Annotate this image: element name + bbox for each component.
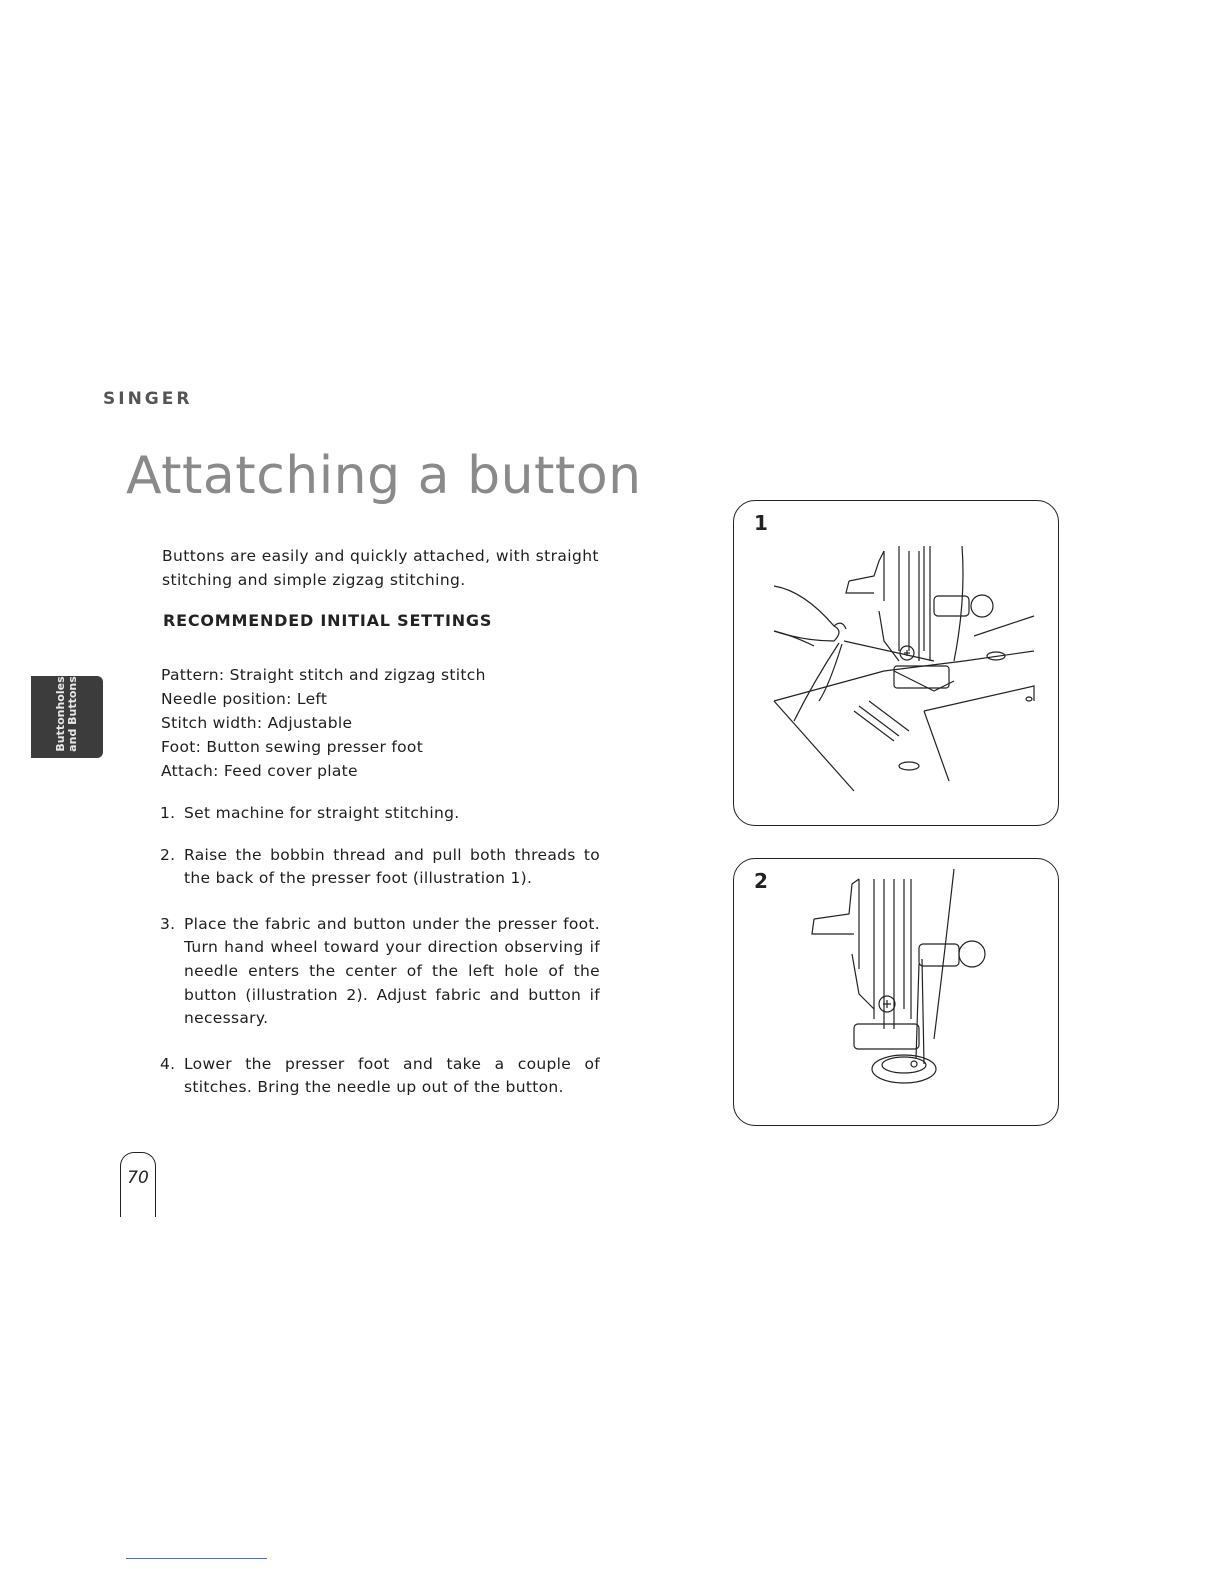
step-text: Lower the presser foot and take a couple of stitches. Bring the needle up out of the button. bbox=[184, 1054, 600, 1097]
illustration-1-number: 1 bbox=[754, 511, 768, 535]
side-tab-label bbox=[55, 674, 79, 754]
brand-logo: SINGER bbox=[103, 389, 193, 409]
step-text: Raise the bobbin thread and pull both threads to the back of the presser foot (illustration 1). bbox=[184, 845, 600, 888]
footer-rule bbox=[126, 1558, 267, 1559]
step-number: 2. bbox=[160, 845, 176, 864]
step-text: Set machine for straight stitching. bbox=[184, 804, 460, 822]
step-number: 1. bbox=[160, 804, 176, 822]
illustration-2-number: 2 bbox=[754, 869, 768, 893]
step-3 bbox=[160, 913, 600, 1031]
step-4 bbox=[160, 1053, 600, 1100]
step-number: 3. bbox=[160, 914, 176, 933]
illustration-2 bbox=[733, 858, 1059, 1126]
illustration-1-drawing bbox=[734, 501, 1058, 825]
side-tab-line-2: and Buttons bbox=[66, 676, 79, 752]
step-1 bbox=[160, 802, 600, 826]
illustration-1 bbox=[733, 500, 1059, 826]
settings-list bbox=[161, 663, 486, 783]
page-number-tab bbox=[120, 1152, 156, 1217]
setting-pattern: Pattern: Straight stitch and zigzag stitch bbox=[161, 666, 486, 684]
section-side-tab bbox=[31, 676, 103, 758]
steps-list bbox=[160, 802, 600, 1100]
setting-needle-position: Needle position: Left bbox=[161, 690, 328, 708]
step-2 bbox=[160, 844, 600, 891]
step-text: Place the fabric and button under the presser foot. Turn hand wheel toward your direction observing if needle enters the center of the left hole of the button (illustration 2). Adjust fabric and button if necessary. bbox=[184, 914, 600, 1028]
step-number: 4. bbox=[160, 1054, 176, 1073]
setting-stitch-width: Stitch width: Adjustable bbox=[161, 714, 353, 732]
setting-attach: Attach: Feed cover plate bbox=[161, 762, 358, 780]
illustration-2-drawing bbox=[734, 859, 1058, 1125]
page-number: 70 bbox=[127, 1168, 149, 1188]
side-tab-line-1: Buttonholes bbox=[54, 676, 67, 752]
page-title: Attatching a button bbox=[126, 446, 642, 506]
intro-paragraph: Buttons are easily and quickly attached, with straight stitching and simple zigzag stitching. bbox=[162, 547, 599, 589]
setting-foot: Foot: Button sewing presser foot bbox=[161, 738, 424, 756]
settings-heading: RECOMMENDED INITIAL SETTINGS bbox=[163, 611, 493, 630]
